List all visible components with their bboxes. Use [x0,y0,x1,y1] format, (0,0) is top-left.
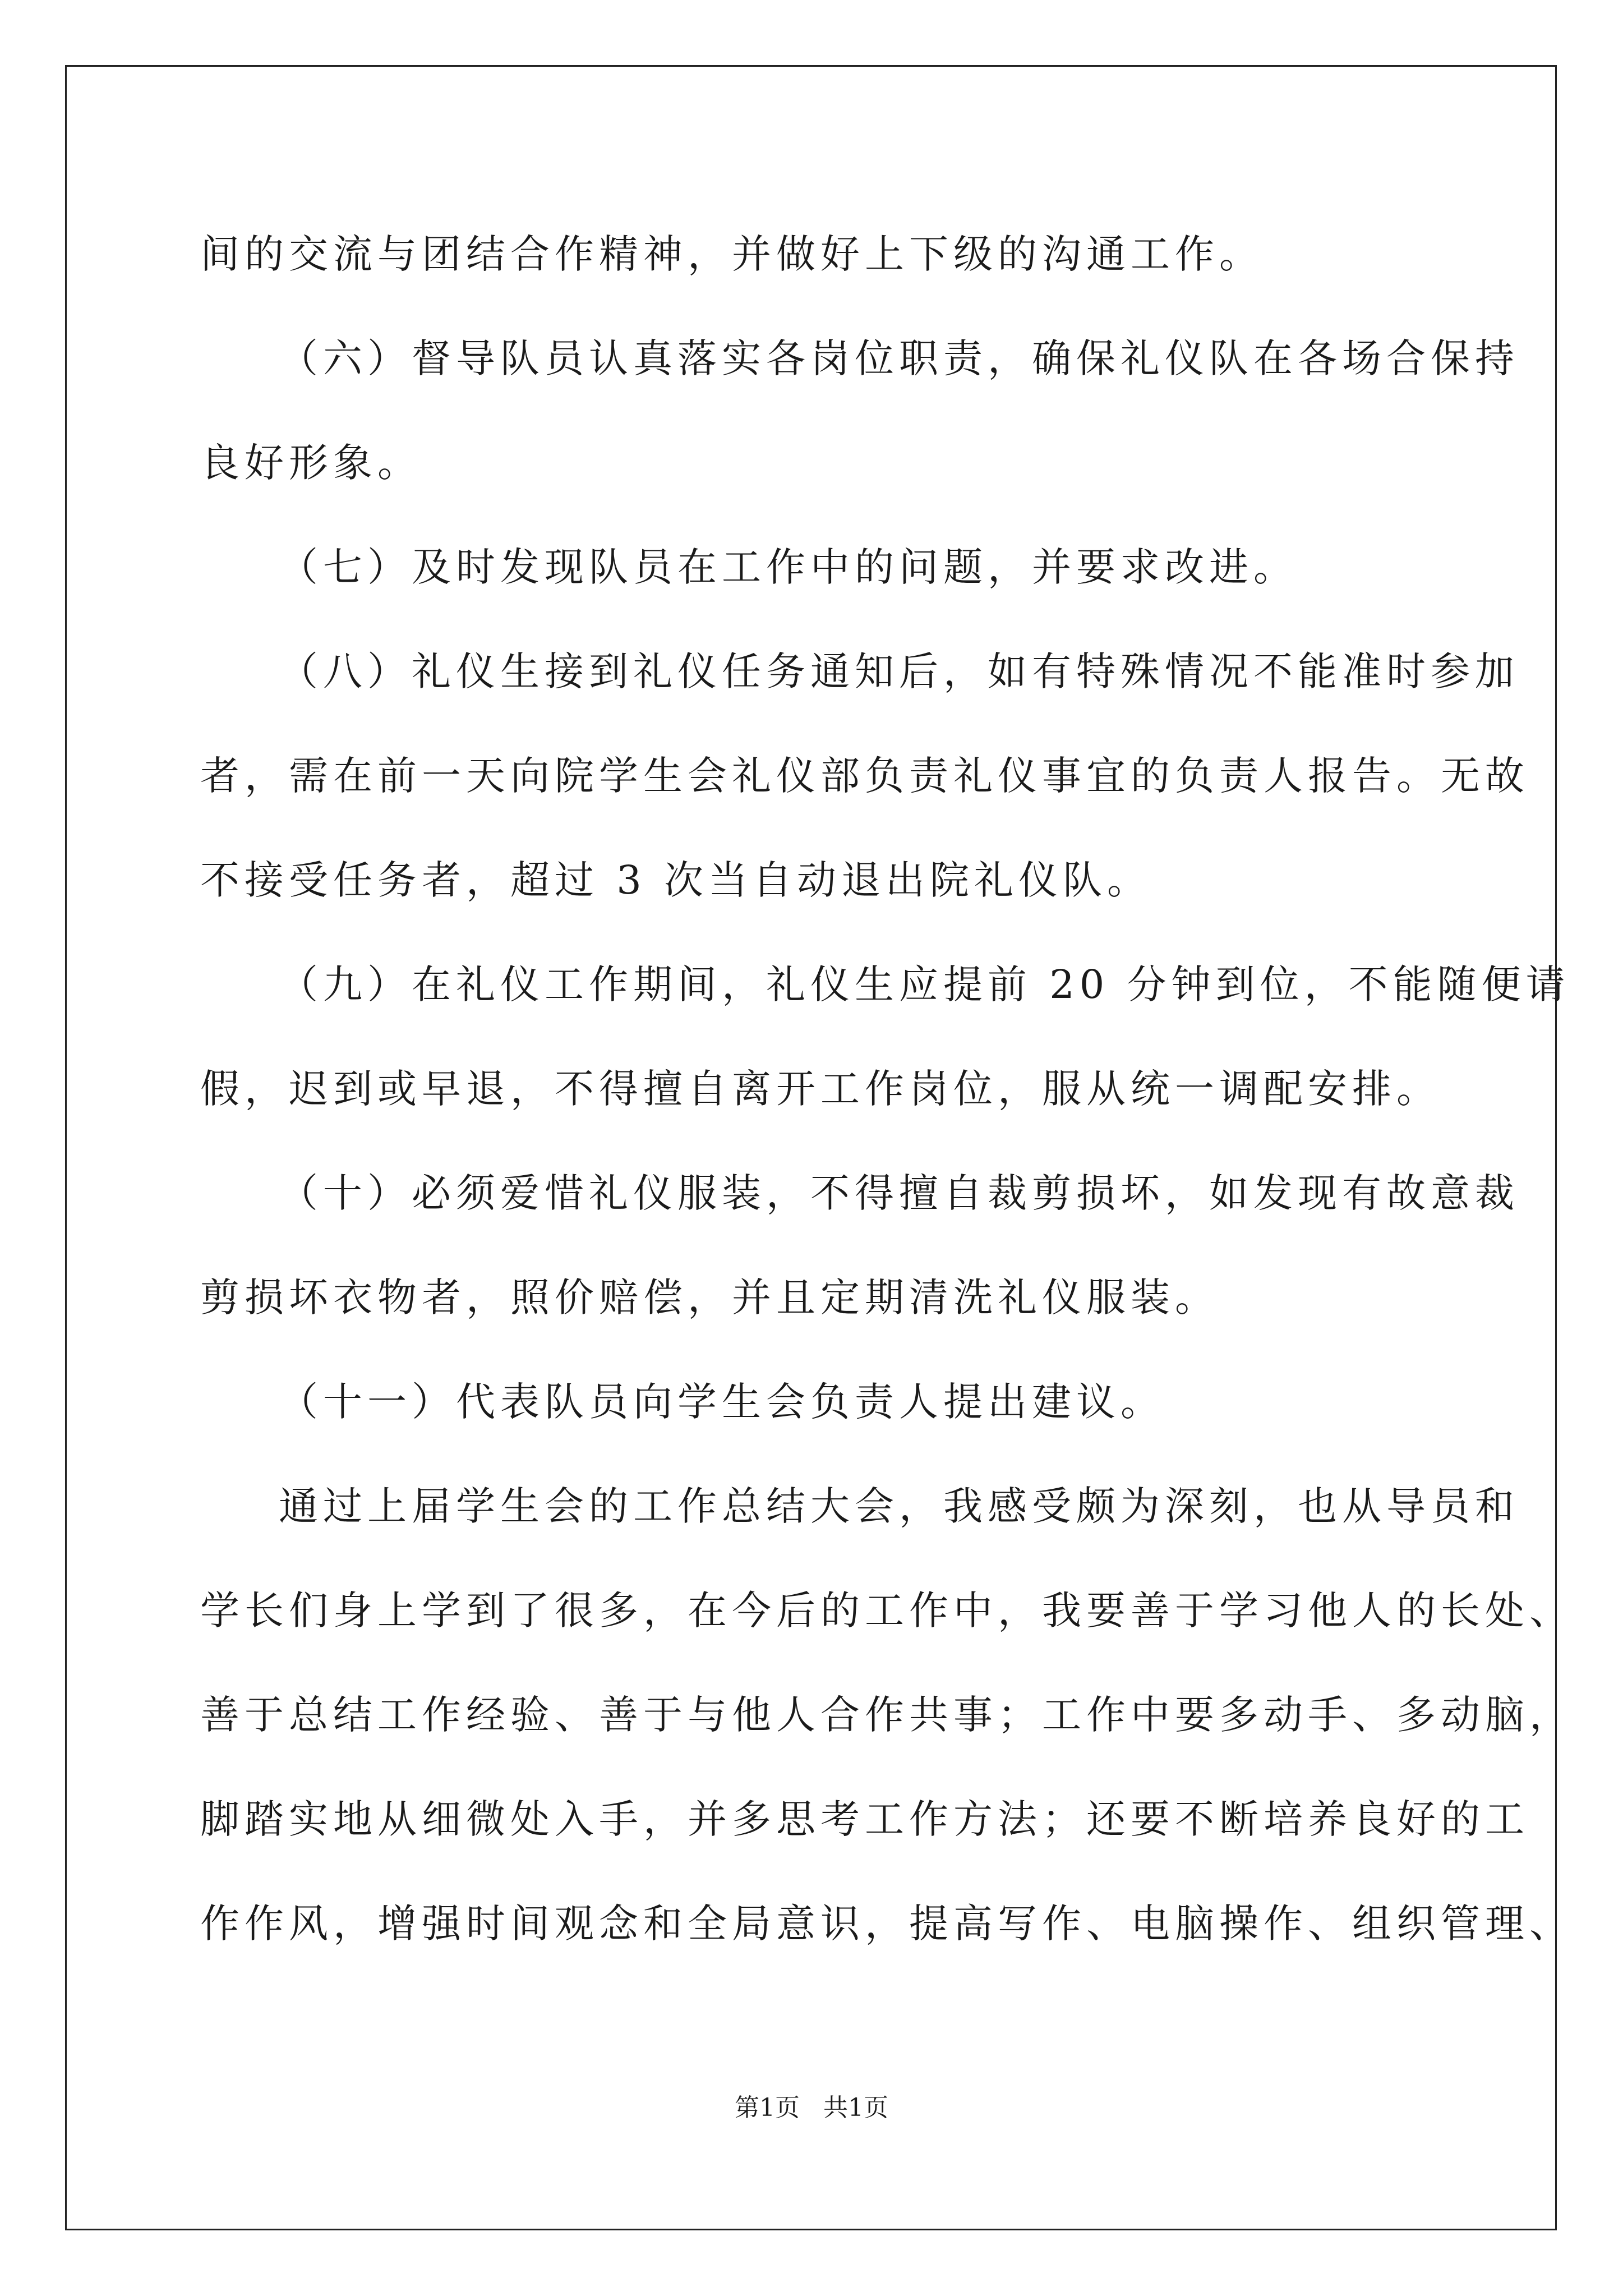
text-line: 善于总结工作经验、善于与他人合作共事；工作中要多动手、多动脑， [200,1692,1574,1738]
text-line: （九）在礼仪工作期间，礼仪生应提前 20 分钟到位，不能随便请 [279,961,1570,1007]
text-line: 作作风，增强时间观念和全局意识，提高写作、电脑操作、组织管理、 [200,1901,1574,1947]
text-line: （七）及时发现队员在工作中的问题，并要求改进。 [279,544,1298,590]
text-line: 间的交流与团结合作精神，并做好上下级的沟通工作。 [200,231,1264,277]
text-line: 剪损坏衣物者，照价赔偿，并且定期清洗礼仪服装。 [200,1274,1219,1320]
page-number-footer: 第1页 共1页 [735,2093,888,2122]
text-line: （十）必须爱惜礼仪服装，不得擅自裁剪损坏，如发现有故意裁 [279,1170,1519,1216]
text-line: （十一）代表队员向学生会负责人提出建议。 [279,1379,1165,1425]
document-body [200,202,1574,1976]
text-line: 假，迟到或早退，不得擅自离开工作岗位，服从统一调配安排。 [200,1066,1441,1112]
text-line: （六）督导队员认真落实各岗位职责，确保礼仪队在各场合保持 [279,335,1519,381]
text-line: 学长们身上学到了很多，在今后的工作中，我要善于学习他人的长处、 [200,1588,1574,1634]
text-line: （八）礼仪生接到礼仪任务通知后，如有特殊情况不能准时参加 [279,648,1519,694]
text-line: 者，需在前一天向院学生会礼仪部负责礼仪事宜的负责人报告。无故 [200,753,1529,799]
text-line: 不接受任务者，超过 3 次当自动退出院礼仪队。 [200,857,1152,903]
text-line: 良好形象。 [200,440,422,486]
text-line: 脚踏实地从细微处入手，并多思考工作方法；还要不断培养良好的工 [200,1796,1529,1842]
text-line: 通过上届学生会的工作总结大会，我感受颇为深刻，也从导员和 [279,1483,1519,1529]
